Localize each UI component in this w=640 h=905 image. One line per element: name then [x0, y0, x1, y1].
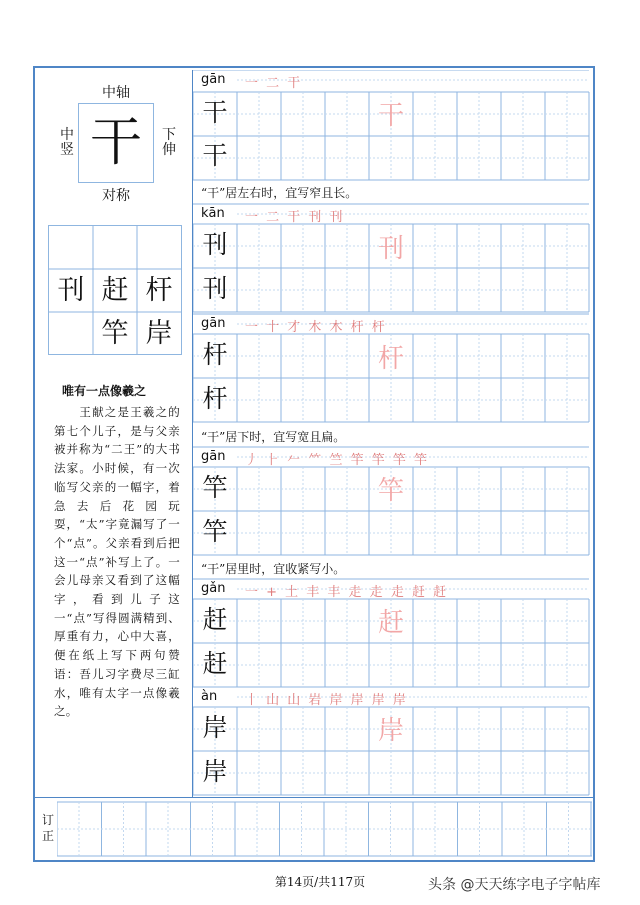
watermark: 头条 @天天练字电子字帖库	[428, 877, 601, 893]
trace-char: 竿	[377, 476, 404, 506]
model-char: 刊	[202, 230, 228, 259]
pinyin: gǎn	[201, 581, 226, 596]
correction-grid	[57, 800, 592, 860]
grid-char: 刊	[57, 275, 85, 306]
stroke-order: 一 + 土 丰 丰 走 走 走 赶 赶	[245, 585, 449, 600]
stroke-order: 丿 ⺊ 𠂉 ⺮ 竺 竿 竿 竿 竿	[245, 453, 430, 468]
model-char: 杆	[202, 384, 228, 413]
pinyin: gān	[201, 72, 226, 87]
label-top: 中轴	[102, 85, 130, 101]
model-char: 干	[202, 141, 228, 170]
trace-char: 岸	[377, 716, 404, 746]
model-char: 杆	[202, 340, 228, 369]
model-char: 岸	[202, 757, 228, 786]
pinyin: kān	[201, 206, 225, 221]
model-char: 岸	[202, 713, 228, 742]
note: “干”居里时，宜收紧写小。	[201, 562, 346, 576]
model-char: 竿	[202, 517, 228, 546]
stroke-order: 一 十 才 木 木 杆 杆	[245, 320, 387, 335]
derived-char-grid	[48, 225, 182, 355]
grid-char: 岸	[145, 318, 173, 349]
story-text: 王献之是王羲之的第七个儿子，是与父亲被并称为“二王”的大书法家。小时候，有一次临写父亲的一幅字，着急去后花园玩耍，“太”字竟漏写了一个“点”。父亲看到后把这一“点”补写上了。一会儿母亲又看到了这幅字，看到儿子这一“点”写得圆满精到、厚重有力，心中大喜，便在纸上写下两句赞语：吾儿习字费尽三缸水，唯有太字一点像羲之。	[54, 405, 180, 719]
correction-label: 订正	[42, 813, 55, 843]
pinyin: àn	[201, 689, 218, 704]
pinyin: gān	[201, 449, 226, 464]
model-char: 赶	[202, 605, 228, 634]
label-right: 下伸	[162, 127, 176, 158]
grid-char: 赶	[101, 275, 129, 306]
story-title: 唯有一点像羲之	[62, 384, 147, 398]
model-char: 竿	[202, 473, 228, 502]
trace-char: 干	[377, 101, 404, 131]
model-char: 刊	[202, 274, 228, 303]
note: “干”居下时，宜写宽且扁。	[201, 430, 346, 444]
main-character-box	[78, 103, 154, 183]
label-left: 中竖	[60, 127, 74, 158]
divider	[35, 797, 593, 798]
trace-char: 赶	[377, 608, 404, 638]
stroke-order: 丨 山 山 岩 岸 岸 岸 岸	[245, 693, 408, 708]
grid-char: 竿	[101, 318, 129, 349]
trace-char: 杆	[377, 344, 404, 374]
model-char: 赶	[202, 649, 228, 678]
grid-char: 杆	[145, 275, 173, 306]
label-bottom: 对称	[102, 188, 130, 204]
model-char: 干	[202, 98, 228, 127]
trace-char: 刊	[377, 234, 404, 264]
main-character: 干	[89, 113, 142, 173]
stroke-order: 一 二 干	[245, 76, 303, 91]
pinyin: gān	[201, 316, 226, 331]
page-number: 第14页/共117页	[274, 875, 366, 889]
stroke-order: 一 二 干 刊 刊	[245, 210, 345, 225]
note: “干”居左右时，宜写窄且长。	[201, 186, 358, 200]
